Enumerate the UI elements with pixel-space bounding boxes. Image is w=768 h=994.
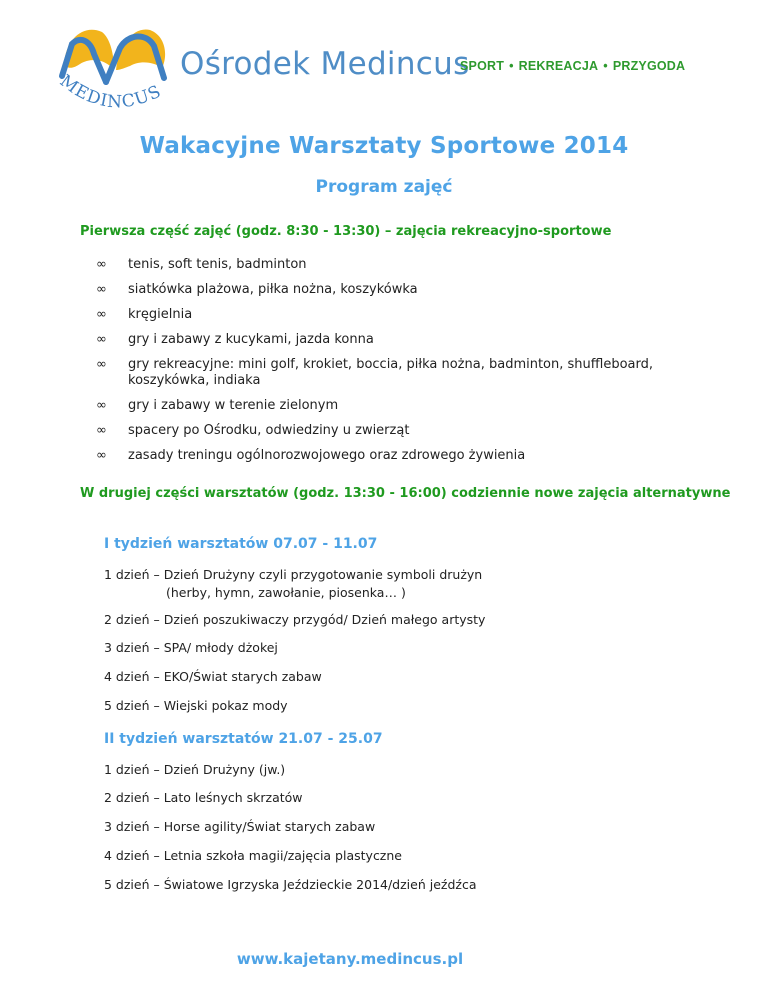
org-name: Ośrodek Medincus: [180, 46, 470, 82]
week2-day1: 1 dzień – Dzień Drużyny (jw.): [104, 762, 286, 777]
footer-link[interactable]: www.kajetany.medincus.pl: [236, 950, 464, 968]
part1-heading: Pierwsza część zajęć (godz. 8:30 - 13:30) – zajęcia rekreacyjno-sportowe: [80, 224, 612, 239]
activities-list: [96, 257, 696, 473]
tagline: [460, 59, 685, 73]
week1-day5: 5 dzień – Wiejski pokaz mody: [104, 698, 288, 713]
tagline-sport: SPORT: [460, 59, 505, 73]
week1-day1: 1 dzień – Dzień Drużyny czyli przygotowanie symboli drużyn (herby, hymn, zawołanie, piosenka… ): [104, 567, 483, 600]
svg-text:MEDINCUS: MEDINCUS: [55, 71, 165, 113]
week2-day4: 4 dzień – Letnia szkoła magii/zajęcia plastyczne: [104, 848, 402, 863]
week1-day3: 3 dzień – SPA/ młody dżokej: [104, 640, 278, 655]
list-item: ∞ kręgielnia: [96, 307, 193, 322]
infinity-bullet-icon: ∞: [96, 423, 107, 438]
week1-day4: 4 dzień – EKO/Świat starych zabaw: [104, 669, 322, 684]
week2-heading: II tydzień warsztatów 21.07 - 25.07: [104, 731, 383, 747]
header: [0, 0, 768, 125]
week1-heading: I tydzień warsztatów 07.07 - 11.07: [104, 536, 378, 552]
tagline-rekreacja: REKREACJA: [518, 59, 599, 73]
week2-day5: 5 dzień – Światowe Igrzyska Jeździeckie 2014/dzień jeźdźca: [104, 877, 477, 892]
list-item: ∞ zasady treningu ogólnorozwojowego oraz zdrowego żywienia: [96, 448, 526, 463]
bullet-dot-icon: •: [603, 59, 608, 73]
list-item: ∞ gry i zabawy z kucykami, jazda konna: [96, 332, 374, 347]
tagline-przygoda: PRZYGODA: [612, 59, 686, 73]
list-item: ∞ gry rekreacyjne: mini golf, krokiet, boccia, piłka nożna, badminton, shuffleboard, koszykówka, indiaka: [96, 357, 654, 388]
infinity-bullet-icon: ∞: [96, 332, 107, 347]
list-item: ∞ gry i zabawy w terenie zielonym: [96, 398, 339, 413]
page-title: Wakacyjne Warsztaty Sportowe 2014: [139, 133, 629, 159]
list-item: ∞ siatkówka plażowa, piłka nożna, koszykówka: [96, 282, 418, 297]
list-item: ∞ spacery po Ośrodku, odwiedziny u zwierząt: [96, 423, 410, 438]
infinity-bullet-icon: ∞: [96, 257, 107, 272]
page-subtitle: Program zajęć: [315, 177, 453, 197]
infinity-bullet-icon: ∞: [96, 282, 107, 297]
infinity-bullet-icon: ∞: [96, 398, 107, 413]
bullet-dot-icon: •: [509, 59, 514, 73]
infinity-bullet-icon: ∞: [96, 448, 107, 463]
week2-day3: 3 dzień – Horse agility/Świat starych zabaw: [104, 819, 376, 834]
week2-day2: 2 dzień – Lato leśnych skrzatów: [104, 790, 303, 805]
part2-heading: W drugiej części warsztatów (godz. 13:30 - 16:00) codziennie nowe zajęcia alternatywne: [80, 486, 731, 501]
infinity-bullet-icon: ∞: [96, 357, 107, 372]
week1-day2: 2 dzień – Dzień poszukiwaczy przygód/ Dzień małego artysty: [104, 612, 486, 627]
infinity-bullet-icon: ∞: [96, 307, 107, 322]
list-item: ∞ tenis, soft tenis, badminton: [96, 257, 307, 272]
medincus-logo: [50, 18, 180, 128]
